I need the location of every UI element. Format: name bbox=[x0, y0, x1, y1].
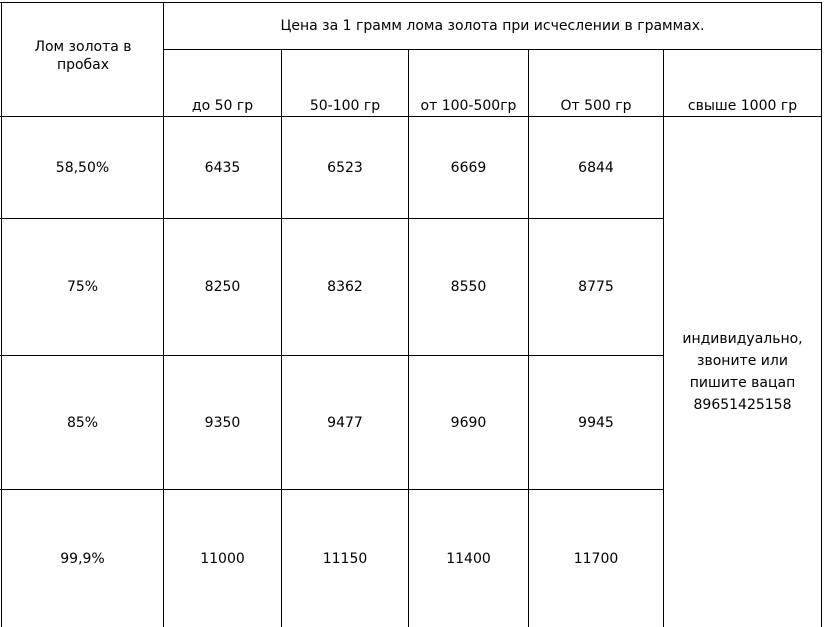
row-label: 58,50% bbox=[55, 159, 110, 176]
table-title: Цена за 1 грамм лома золота при исчеслении в граммах. bbox=[280, 18, 705, 34]
table-cell: 8550 bbox=[450, 279, 487, 295]
row-label: 99,9% bbox=[60, 550, 105, 567]
table-subheader-line bbox=[163, 49, 822, 50]
row-label: 85% bbox=[66, 414, 99, 431]
row-header-label: Лом золота в пробах bbox=[34, 39, 132, 73]
column-header-up-to-50: до 50 гр bbox=[191, 98, 254, 114]
table-border-top bbox=[0, 2, 822, 3]
table-cell: 8362 bbox=[327, 279, 363, 295]
note-phone-number: 89651425158 bbox=[693, 397, 792, 413]
individual-price-note bbox=[664, 117, 821, 627]
row-label: 75% bbox=[66, 279, 99, 295]
table-cell: 9350 bbox=[204, 414, 241, 431]
note-line: пишите вацап bbox=[689, 375, 796, 391]
table-cell: 6523 bbox=[327, 159, 363, 176]
column-header-from-500: От 500 гр bbox=[560, 98, 632, 114]
table-cell: 8775 bbox=[578, 279, 614, 295]
table-cell: 11150 bbox=[322, 550, 368, 567]
column-header-100-500: от 100-500гр bbox=[420, 98, 517, 114]
table-cell: 8250 bbox=[204, 279, 241, 295]
table-cell: 11000 bbox=[200, 550, 245, 567]
table-cell: 6435 bbox=[204, 159, 241, 176]
table-cell: 9477 bbox=[327, 414, 363, 431]
note-line: индивидуально, bbox=[682, 331, 803, 347]
table-cell: 11400 bbox=[446, 550, 491, 567]
column-header-over-1000: свыше 1000 гр bbox=[687, 98, 798, 114]
table-cell: 6669 bbox=[450, 159, 487, 176]
table-cell: 9945 bbox=[578, 414, 614, 431]
table-cell: 9690 bbox=[450, 414, 487, 431]
table-cell: 11700 bbox=[573, 550, 619, 567]
column-header-50-100: 50-100 гр bbox=[309, 98, 381, 114]
table-border-right bbox=[821, 2, 822, 627]
table-cell: 6844 bbox=[578, 159, 614, 176]
note-line: звоните или bbox=[697, 353, 788, 369]
